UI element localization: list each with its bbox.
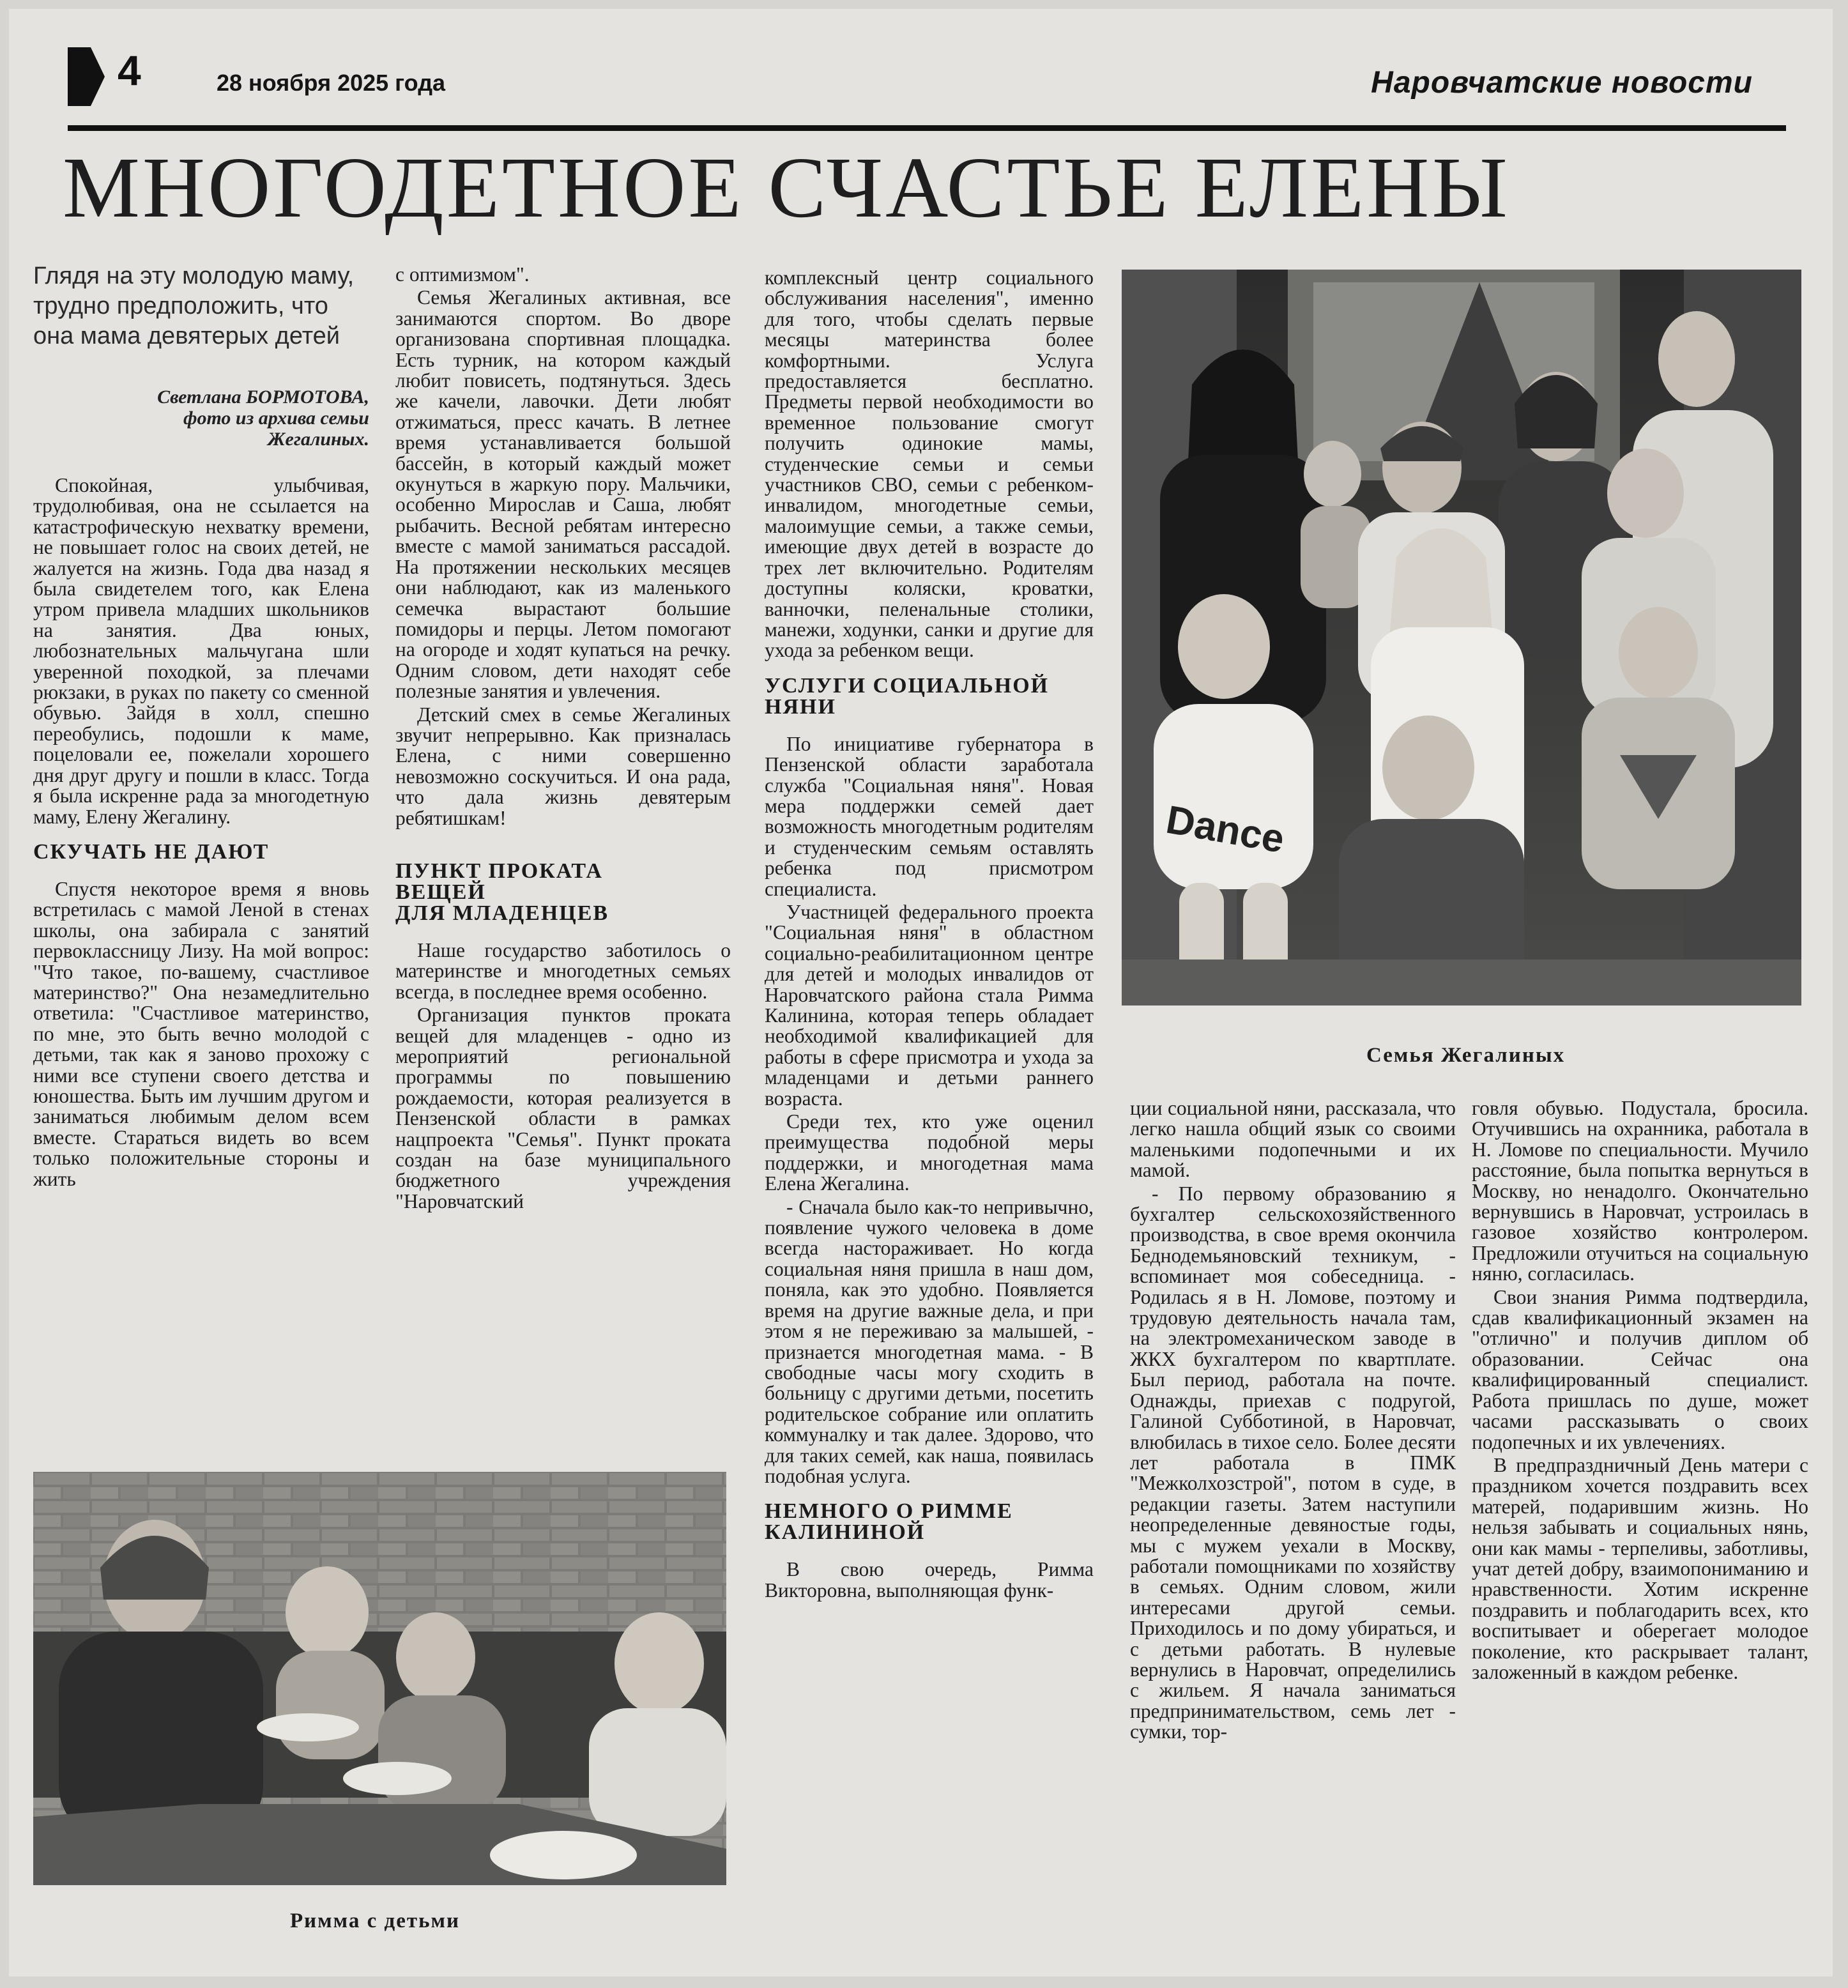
rimma-photo: [33, 1472, 726, 1885]
article-column-3: [765, 268, 1094, 1601]
paragraph: ции социальной няни, рассказала, что легко нашла общий язык со своими маленькими подопечными и их мамой.: [1130, 1097, 1456, 1182]
article-column-1: [33, 261, 369, 1189]
byline: [33, 386, 369, 450]
subheading-skuchat: СКУЧАТЬ НЕ ДАЮТ: [33, 839, 270, 864]
article-lead: Глядя на эту молодую маму, трудно предположить, что она мама девятерых детей: [33, 263, 355, 349]
family-photo: [1122, 270, 1801, 1005]
header-rule: [68, 125, 1786, 131]
page-number: 4: [118, 47, 141, 94]
article-column-4: [1130, 1098, 1456, 1743]
newspaper-page: [9, 9, 1833, 1977]
paragraph: Спокойная, улыбчивая, трудолюбивая, она не ссылается на катастрофическую нехватку времени, не повышает голос на своих детей, не жалуется на жизнь. Года два назад я была свидетелем того, как Елена утром привела младших школьников на занятия. Два юных, любознательных мальчугана шли уверенной походкой, за плечами рюкзаки, в руках по пакету со сменной обувью. Зайдя в холл, спешно переобулись, подошли к маме, поцеловали ее, пожелали хорошего дня друг другу и пошли в класс. Тогда я была искренне рада за многодетную маму, Елену Жегалину.: [33, 474, 369, 828]
paragraph: В свою очередь, Римма Викторовна, выполняющая функ-: [765, 1558, 1094, 1602]
paragraph: - По первому образованию я бухгалтер сельскохозяйственного производства, в свое время окончила Беднодемьяновский техникум, - вспоминает моя собеседница. - Родилась я в Н. Ломове, поэтому и трудовую деятельность начала там, на электромеханическом заводе в ЖКХ бухгалтером по квартплате. Был период, работала на почте. Однажды, приехав с подругой, Галиной Субботиной, в Наровчат, влюбилась в тихое село. Более десяти лет работала в ПМК "Межколхозстрой", потом в суде, в редакции газеты. Затем наступили неопределенные девяностые годы, мы с мужем уехали в Москву, работали помощниками по хозяйству в семьях. Одним словом, жили интересами другой семьи. Приходилось и по дому убираться, и с детьми работать. В нулевые вернулись в Наровчат, определились с жильем. Я начала заниматься предпринимательством, семь лет - сумки, тор-: [1130, 1182, 1456, 1743]
paragraph: В предпраздничный День матери с праздником хочется поздравить всех матерей, подарившим жизнь. Но нельзя забывать и социальных нянь, они как мамы - терпеливы, заботливы, учат детей добру, взаимопониманию и нравственности. Хотим искренне поздравить и поблагодарить всех, кто воспитывает и оберегает молодое поколение, кто раскрывает талант, заложенный в каждом ребенке.: [1472, 1453, 1808, 1683]
article-title: МНОГОДЕТНОЕ СЧАСТЬЕ ЕЛЕНЫ: [63, 140, 1510, 236]
subheading-o-rimme: НЕМНОГО О РИММЕ КАЛИНИНОЙ: [765, 1499, 1013, 1545]
byline-photo-credit-family: Жегалиных.: [268, 429, 369, 450]
family-photo-caption: Семья Жегалиных: [1366, 1044, 1566, 1067]
article-column-2: [395, 264, 731, 1212]
paragraph: комплексный центр социального обслуживания населения", именно для того, чтобы сделать первые месяцы материнства более комфортными. Услуга предоставляется бесплатно. Предметы первой необходимости во временное пользование смогут получить одинокие мамы, студенческие семьи и семьи участников СВО, семьи с ребенком-инвалидом, многодетные семьи, малоимущие семьи, а также семьи, имеющие двух детей в возрасте до трех лет включительно. Родителям доступны коляски, кроватки, ванночки, пеленальные столики, манежи, ходунки, санки и другие для ухода за ребенком вещи.: [765, 266, 1094, 662]
byline-author: Светлана БОРМОТОВА,: [157, 386, 369, 408]
byline-photo-credit: фото из архива семьи: [183, 408, 369, 429]
paragraph: Семья Жегалиных активная, все занимаются спортом. Во дворе организована спортивная площадка. Есть турник, на котором каждый любит повисеть, подтянуться. Здесь же качели, лавочки. Дети любят отжиматься, пресс качать. В летнее время устанавливается большой бассейн, в который каждый может окунуться в жаркую пору. Мальчики, особенно Мирослав и Саша, любят рыбачить. Весной ребятам интересно вместе с мамой заниматься рассадой. На протяжении нескольких месяцев они наблюдают, как из маленького семечка вырастают большие помидоры и перцы. Летом помогают на огороде и ходят купаться на речку. Одним словом, дети находят себе полезные занятия и увлечения.: [395, 286, 731, 703]
paragraph: По инициативе губернатора в Пензенской области заработала служба "Социальная няня". Новая мера поддержки семей дает возможность многодетным родителям и студенческим семьям оставлять ребенка под присмотром специалиста.: [765, 732, 1094, 900]
paragraph: Участницей федерального проекта "Социальная няня" в областном социально-реабилитационном центре для детей и молодых инвалидов от Наровчатского района стала Римма Калинина, которая теперь обладает необходимой квалификацией для работы в сфере присмотра и ухода за младенцами и детьми раннего возраста.: [765, 900, 1094, 1110]
paragraph: Детский смех в семье Жегалиных звучит непрерывно. Как призналась Елена, с ними совершенно невозможно соскучиться. И она рада, что дала жизнь девятерым ребятишкам!: [395, 703, 731, 829]
paragraph: говля обувью. Подустала, бросила. Отучившись на охранника, работала в Н. Ломове по специальности. Мучило расстояние, была попытка вернуться в Москву, но ненадолго. Окончательно вернувшись в Наровчат, устроилась в газовое хозяйство контролером. Предложили отучиться на социальную няню, согласилась.: [1472, 1097, 1808, 1285]
newspaper-name: Наровчатские новости: [1371, 66, 1753, 100]
paragraph: с оптимизмом".: [395, 263, 530, 286]
paragraph: Организация пунктов проката вещей для младенцев - одно из мероприятий региональной программы по повышению рождаемости, которая реализуется в Пензенской области в рамках нацпроекта "Семья". Пункт проката создан на базе муниципального бюджетного учреждения "Наровчатский: [395, 1004, 731, 1212]
article-column-5: [1472, 1098, 1808, 1683]
paragraph: Свои знания Римма подтвердила, сдав квалификационный экзамен на "отлично" и получив диплом об образовании. Сейчас она квалифицированный специалист. Работа пришлась по душе, может часами рассказывать о своих подопечных и их увлечениях.: [1472, 1285, 1808, 1453]
subheading-punkt-prokata: ПУНКТ ПРОКАТА ВЕЩЕЙ ДЛЯ МЛАДЕНЦЕВ: [395, 859, 609, 925]
page-marker-icon: [68, 47, 105, 106]
paragraph: Среди тех, кто уже оценил преимущества подобной меры поддержки, и многодетная мама Елена Жегалина.: [765, 1110, 1094, 1195]
paragraph: Спустя некоторое время я вновь встретилась с мамой Леной в стенах школы, она забирала с занятий первоклассницу Лизу. На мой вопрос: "Что такое, по-вашему, счастливое материнство?" Она незамедлительно ответила: "Счастливое материнство, по мне, это быть вечно молодой с детьми, так как я заново прохожу с ними все ступени своего детства и юношества. Быть им лучшим другом и заниматься любимым делом всем вместе. Стараться видеть во всем только положительные стороны и жить: [33, 877, 369, 1190]
shirt-text: Dance: [1163, 797, 1288, 862]
paragraph: Наше государство заботилось о материнстве и многодетных семьях всегда, в последнее время особенно.: [395, 938, 731, 1003]
subheading-uslugi-nyani: УСЛУГИ СОЦИАЛЬНОЙ НЯНИ: [765, 673, 1050, 719]
paragraph: - Сначала было как-то непривычно, появление чужого человека в доме всегда настораживает. Но когда социальная няня пришла в наш дом, поняла, как это удобно. Появляется время на другие важные дела, и при этом я не переживаю за малышей, - признается многодетная мама. - В свободные часы могу сходить в больницу с другими детьми, посетить родительское собрание или оплатить коммуналку и так далее. Здорово, что для таких семей, как наша, появилась подобная услуга.: [765, 1195, 1094, 1487]
issue-date: 28 ноября 2025 года: [217, 70, 446, 96]
rimma-photo-caption: Римма с детьми: [290, 1909, 461, 1932]
